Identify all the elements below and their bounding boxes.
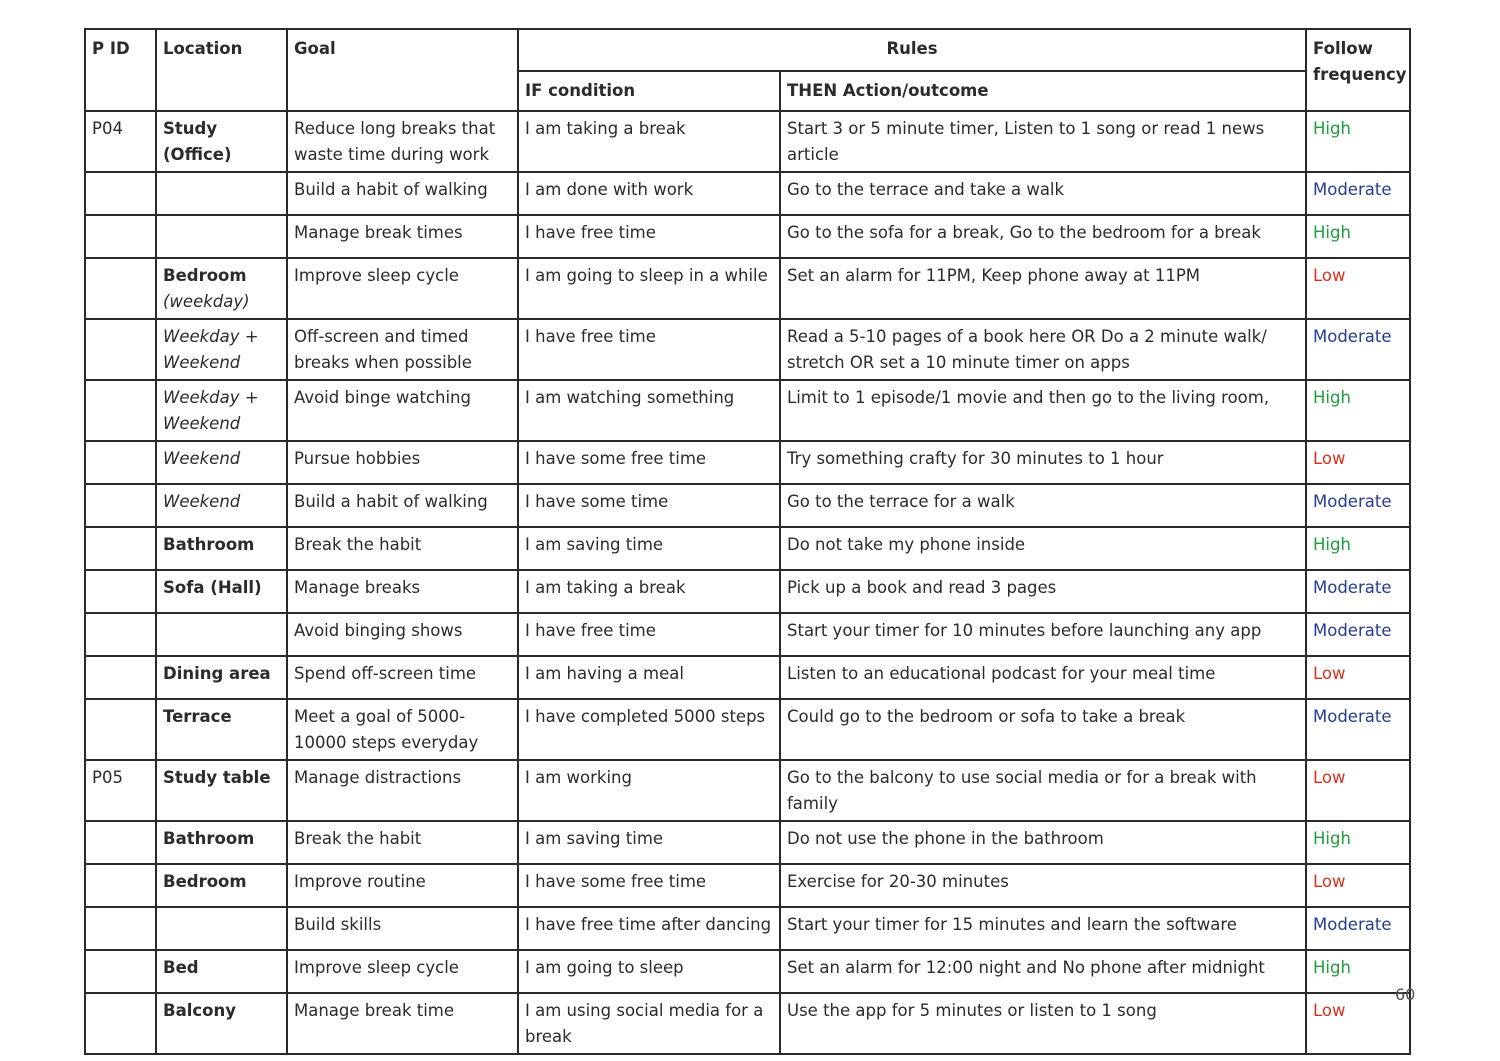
cell-goal: Manage break time xyxy=(287,993,518,1054)
header-rules: Rules xyxy=(518,29,1306,71)
cell-frequency: Low xyxy=(1306,441,1410,484)
cell-frequency: High xyxy=(1306,527,1410,570)
cell-then-action: Try something crafty for 30 minutes to 1 hour xyxy=(780,441,1306,484)
cell-frequency: Low xyxy=(1306,760,1410,821)
cell-pid xyxy=(85,319,156,380)
cell-frequency: High xyxy=(1306,380,1410,441)
cell-frequency: Low xyxy=(1306,993,1410,1054)
cell-location xyxy=(156,760,287,821)
cell-if-condition: I have some time xyxy=(518,484,780,527)
cell-goal: Meet a goal of 5000-10000 steps everyday xyxy=(287,699,518,760)
table-row xyxy=(85,699,1410,760)
cell-then-action: Read a 5-10 pages of a book here OR Do a 2 minute walk/ stretch OR set a 10 minute timer on apps xyxy=(780,319,1306,380)
cell-location xyxy=(156,993,287,1054)
cell-pid xyxy=(85,993,156,1054)
cell-then-action: Go to the terrace and take a walk xyxy=(780,172,1306,215)
header-if-condition: IF condition xyxy=(518,71,780,111)
cell-location xyxy=(156,821,287,864)
cell-if-condition: I have some free time xyxy=(518,441,780,484)
table-row xyxy=(85,656,1410,699)
cell-location xyxy=(156,258,287,319)
cell-pid xyxy=(85,613,156,656)
cell-if-condition: I have completed 5000 steps xyxy=(518,699,780,760)
cell-goal: Spend off-screen time xyxy=(287,656,518,699)
location-name: Bed xyxy=(163,958,199,977)
cell-pid xyxy=(85,821,156,864)
location-name: Terrace xyxy=(163,707,232,726)
cell-then-action: Exercise for 20-30 minutes xyxy=(780,864,1306,907)
location-name: Study table xyxy=(163,768,271,787)
table-row xyxy=(85,111,1410,172)
cell-if-condition: I am taking a break xyxy=(518,570,780,613)
cell-goal: Improve routine xyxy=(287,864,518,907)
cell-pid xyxy=(85,258,156,319)
cell-if-condition: I am going to sleep in a while xyxy=(518,258,780,319)
cell-location xyxy=(156,215,287,258)
location-name: Dining area xyxy=(163,664,271,683)
cell-frequency: Moderate xyxy=(1306,699,1410,760)
cell-if-condition: I am taking a break xyxy=(518,111,780,172)
cell-frequency: High xyxy=(1306,950,1410,993)
cell-frequency: Low xyxy=(1306,864,1410,907)
table-row xyxy=(85,172,1410,215)
table-row xyxy=(85,380,1410,441)
cell-location xyxy=(156,527,287,570)
cell-pid xyxy=(85,950,156,993)
location-qualifier: Weekend xyxy=(163,449,241,468)
cell-goal: Break the habit xyxy=(287,821,518,864)
cell-if-condition: I have some free time xyxy=(518,864,780,907)
cell-frequency: Moderate xyxy=(1306,172,1410,215)
cell-goal: Improve sleep cycle xyxy=(287,950,518,993)
cell-if-condition: I have free time xyxy=(518,613,780,656)
table-row xyxy=(85,570,1410,613)
table-row xyxy=(85,760,1410,821)
table-row xyxy=(85,484,1410,527)
table-row xyxy=(85,864,1410,907)
cell-if-condition: I am saving time xyxy=(518,821,780,864)
cell-pid xyxy=(85,907,156,950)
table-row xyxy=(85,441,1410,484)
header-then-action: THEN Action/outcome xyxy=(780,71,1306,111)
cell-location xyxy=(156,864,287,907)
header-frequency: Follow frequency xyxy=(1306,29,1410,111)
location-name: Bedroom xyxy=(163,266,247,285)
cell-frequency: Moderate xyxy=(1306,319,1410,380)
cell-goal: Pursue hobbies xyxy=(287,441,518,484)
cell-then-action: Go to the sofa for a break, Go to the bedroom for a break xyxy=(780,215,1306,258)
cell-then-action: Could go to the bedroom or sofa to take a break xyxy=(780,699,1306,760)
cell-frequency: Moderate xyxy=(1306,484,1410,527)
page-number: 60 xyxy=(1395,985,1416,1004)
cell-location xyxy=(156,172,287,215)
location-name: Bedroom xyxy=(163,872,247,891)
location-name: Study (Office) xyxy=(163,119,232,164)
location-qualifier: Weekend xyxy=(163,492,241,511)
cell-then-action: Go to the balcony to use social media or for a break with family xyxy=(780,760,1306,821)
cell-pid xyxy=(85,699,156,760)
rules-table xyxy=(84,28,1411,1055)
cell-location xyxy=(156,699,287,760)
header-pid: P ID xyxy=(85,29,156,111)
cell-if-condition: I am using social media for a break xyxy=(518,993,780,1054)
cell-then-action: Listen to an educational podcast for your meal time xyxy=(780,656,1306,699)
cell-then-action: Do not use the phone in the bathroom xyxy=(780,821,1306,864)
cell-frequency: Moderate xyxy=(1306,907,1410,950)
cell-pid: P05 xyxy=(85,760,156,821)
cell-pid xyxy=(85,527,156,570)
cell-pid xyxy=(85,570,156,613)
cell-frequency: High xyxy=(1306,215,1410,258)
cell-frequency: High xyxy=(1306,821,1410,864)
table-row xyxy=(85,950,1410,993)
cell-pid xyxy=(85,172,156,215)
header-location: Location xyxy=(156,29,287,111)
cell-pid xyxy=(85,380,156,441)
table-row xyxy=(85,613,1410,656)
table-header xyxy=(85,29,1410,111)
table-row xyxy=(85,821,1410,864)
cell-location xyxy=(156,613,287,656)
cell-goal: Manage breaks xyxy=(287,570,518,613)
cell-frequency: Moderate xyxy=(1306,613,1410,656)
location-name: Balcony xyxy=(163,1001,236,1020)
cell-then-action: Go to the terrace for a walk xyxy=(780,484,1306,527)
cell-if-condition: I have free time after dancing xyxy=(518,907,780,950)
cell-goal: Build skills xyxy=(287,907,518,950)
cell-if-condition: I am done with work xyxy=(518,172,780,215)
table-row xyxy=(85,319,1410,380)
cell-if-condition: I am saving time xyxy=(518,527,780,570)
header-goal: Goal xyxy=(287,29,518,111)
cell-location xyxy=(156,111,287,172)
cell-frequency: Low xyxy=(1306,258,1410,319)
cell-location xyxy=(156,484,287,527)
table-row xyxy=(85,527,1410,570)
location-name: Sofa (Hall) xyxy=(163,578,262,597)
cell-then-action: Start your timer for 15 minutes and learn the software xyxy=(780,907,1306,950)
cell-if-condition: I have free time xyxy=(518,215,780,258)
location-qualifier: Weekday + Weekend xyxy=(163,388,259,433)
cell-pid xyxy=(85,864,156,907)
cell-pid: P04 xyxy=(85,111,156,172)
cell-if-condition: I have free time xyxy=(518,319,780,380)
cell-goal: Manage distractions xyxy=(287,760,518,821)
cell-if-condition: I am working xyxy=(518,760,780,821)
table-row xyxy=(85,258,1410,319)
cell-frequency: Moderate xyxy=(1306,570,1410,613)
cell-goal: Off-screen and timed breaks when possible xyxy=(287,319,518,380)
cell-then-action: Limit to 1 episode/1 movie and then go to the living room, xyxy=(780,380,1306,441)
cell-goal: Avoid binging shows xyxy=(287,613,518,656)
cell-location xyxy=(156,441,287,484)
cell-if-condition: I am watching something xyxy=(518,380,780,441)
table-row xyxy=(85,907,1410,950)
cell-then-action: Use the app for 5 minutes or listen to 1 song xyxy=(780,993,1306,1054)
cell-if-condition: I am going to sleep xyxy=(518,950,780,993)
cell-then-action: Do not take my phone inside xyxy=(780,527,1306,570)
cell-goal: Break the habit xyxy=(287,527,518,570)
cell-location xyxy=(156,907,287,950)
cell-frequency: High xyxy=(1306,111,1410,172)
cell-pid xyxy=(85,656,156,699)
cell-location xyxy=(156,656,287,699)
location-qualifier: Weekday + Weekend xyxy=(163,327,259,372)
location-qualifier: (weekday) xyxy=(163,292,250,311)
cell-then-action: Pick up a book and read 3 pages xyxy=(780,570,1306,613)
table-body xyxy=(85,111,1410,1054)
cell-goal: Manage break times xyxy=(287,215,518,258)
cell-goal: Build a habit of walking xyxy=(287,172,518,215)
cell-then-action: Start your timer for 10 minutes before launching any app xyxy=(780,613,1306,656)
cell-then-action: Start 3 or 5 minute timer, Listen to 1 song or read 1 news article xyxy=(780,111,1306,172)
table-row xyxy=(85,993,1410,1054)
location-name: Bathroom xyxy=(163,829,255,848)
cell-if-condition: I am having a meal xyxy=(518,656,780,699)
cell-then-action: Set an alarm for 12:00 night and No phone after midnight xyxy=(780,950,1306,993)
cell-goal: Avoid binge watching xyxy=(287,380,518,441)
cell-goal: Build a habit of walking xyxy=(287,484,518,527)
table-row xyxy=(85,215,1410,258)
cell-location xyxy=(156,570,287,613)
cell-pid xyxy=(85,441,156,484)
cell-location xyxy=(156,380,287,441)
cell-goal: Reduce long breaks that waste time during work xyxy=(287,111,518,172)
cell-goal: Improve sleep cycle xyxy=(287,258,518,319)
cell-then-action: Set an alarm for 11PM, Keep phone away at 11PM xyxy=(780,258,1306,319)
cell-pid xyxy=(85,484,156,527)
cell-location xyxy=(156,950,287,993)
cell-pid xyxy=(85,215,156,258)
location-name: Bathroom xyxy=(163,535,255,554)
cell-frequency: Low xyxy=(1306,656,1410,699)
cell-location xyxy=(156,319,287,380)
